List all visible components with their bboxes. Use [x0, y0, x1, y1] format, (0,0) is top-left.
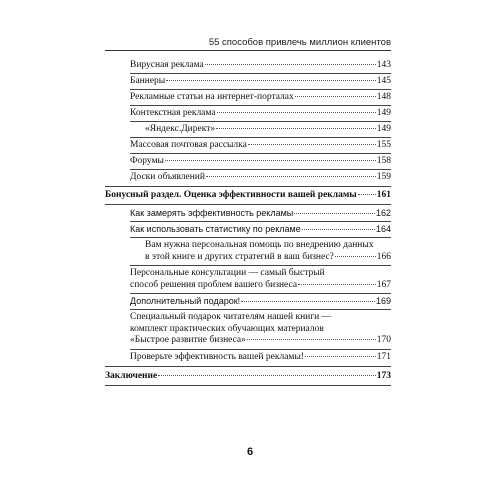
row-divider [130, 309, 391, 310]
dot-leader [216, 128, 376, 129]
row-divider [130, 169, 391, 170]
toc-entry-line: Персональные консультации — самый быстрый [130, 268, 325, 278]
toc-entry-page: 164 [375, 224, 391, 234]
toc-entry-page: 170 [376, 335, 391, 345]
section-divider [105, 385, 391, 386]
toc-entry-line: «Быстрое развитие бизнеса» [130, 335, 246, 345]
toc-entry [130, 268, 391, 291]
section-page: 161 [376, 190, 391, 200]
toc-entry-page: 143 [376, 60, 391, 70]
row-divider [130, 265, 391, 266]
section-title: Заключение [105, 371, 158, 381]
toc-entry-page: 167 [376, 279, 391, 290]
toc-entry-page: 159 [376, 172, 391, 182]
dot-leader [247, 339, 376, 340]
toc-entry-title: «Яндекс.Директ» [145, 124, 216, 134]
toc-entry-title: Как использовать статистику по рекламе [130, 224, 301, 234]
toc-entry [130, 140, 391, 151]
dot-leader [165, 160, 376, 161]
dot-leader [335, 256, 376, 257]
row-divider [130, 237, 391, 238]
dot-leader [294, 213, 375, 214]
toc-entry-title: Как замерять эффективность рекламы [130, 208, 294, 218]
toc-entry-page: 149 [376, 124, 391, 134]
row-divider [130, 349, 391, 350]
toc-entry [130, 312, 391, 347]
toc-entry-title: Дополнительный подарок! [130, 296, 241, 306]
row-divider [130, 153, 391, 154]
section-divider [105, 204, 391, 205]
toc-entry-title: Проверьте эффективность вашей рекламы! [130, 352, 304, 362]
toc-entry-page: 171 [376, 352, 391, 362]
dot-leader [158, 375, 376, 376]
toc-entry-page: 155 [376, 140, 391, 150]
toc-entry [130, 208, 391, 219]
dot-leader [295, 96, 376, 97]
toc-entry [130, 108, 391, 119]
dot-leader [206, 176, 376, 177]
toc-entry-page: 145 [376, 76, 391, 86]
toc-entry-line: способ решения проблем вашего бизнеса [130, 279, 298, 290]
dot-leader [241, 301, 375, 302]
row-divider [130, 105, 391, 106]
running-head: 55 способов привлечь миллион клиентов [208, 37, 391, 48]
header-rule [105, 50, 391, 51]
toc-entry-title: Контекстная реклама [130, 108, 216, 118]
section-divider [105, 366, 391, 367]
row-divider [130, 137, 391, 138]
row-divider [130, 89, 391, 90]
toc-entry-title: Форумы [130, 156, 164, 166]
toc-entry-title: Баннеры [130, 76, 166, 86]
toc-entry [130, 172, 391, 183]
toc-entry [130, 60, 391, 71]
toc-entry-line: комплект практических обучающих материалов [130, 323, 324, 334]
row-divider [130, 221, 391, 222]
row-divider [130, 293, 391, 294]
toc-entry-line: Вам нужна персональная помощь по внедрению данных [145, 240, 374, 250]
section-page: 173 [376, 371, 391, 381]
dot-leader [305, 356, 376, 357]
page-number: 6 [246, 446, 254, 458]
toc-entry [130, 352, 391, 363]
dot-leader [205, 64, 376, 65]
section-title: Бонусный раздел. Оценка эффективности вашей рекламы [105, 190, 357, 200]
dot-leader [358, 194, 376, 195]
toc-entry-title: Доски объявлений [130, 172, 205, 182]
toc-section-heading [105, 371, 391, 382]
dot-leader [248, 144, 376, 145]
toc-entry-title: Массовая почтовая рассылка [130, 140, 247, 150]
toc-entry [130, 156, 391, 167]
toc-entry-page: 158 [376, 156, 391, 166]
dot-leader [302, 229, 375, 230]
toc-subentry [145, 240, 391, 263]
toc-entry-page: 169 [375, 296, 391, 306]
toc-section-heading [105, 190, 391, 201]
section-divider [105, 186, 391, 187]
row-divider [130, 121, 391, 122]
toc-entry-line: в этой книге и других стратегий в ваш бизнес? [145, 251, 334, 262]
toc-entry-page: 162 [375, 208, 391, 218]
toc-subentry [145, 124, 391, 135]
toc-entry [130, 76, 391, 87]
row-divider [130, 73, 391, 74]
dot-leader [166, 80, 376, 81]
dot-leader [217, 112, 376, 113]
toc-entry [130, 224, 391, 235]
toc-entry [130, 296, 391, 307]
toc-entry-title: Рекламные статьи на интернет-порталах [130, 92, 294, 102]
toc-entry-page: 149 [376, 108, 391, 118]
toc-entry-title: Вирусная реклама [130, 60, 204, 70]
dot-leader [298, 284, 376, 285]
toc-entry [130, 92, 391, 103]
toc-entry-page: 148 [376, 92, 391, 102]
toc-entry-page: 166 [376, 251, 391, 262]
toc-entry-line: Специальный подарок читателям нашей книги — [130, 312, 332, 322]
